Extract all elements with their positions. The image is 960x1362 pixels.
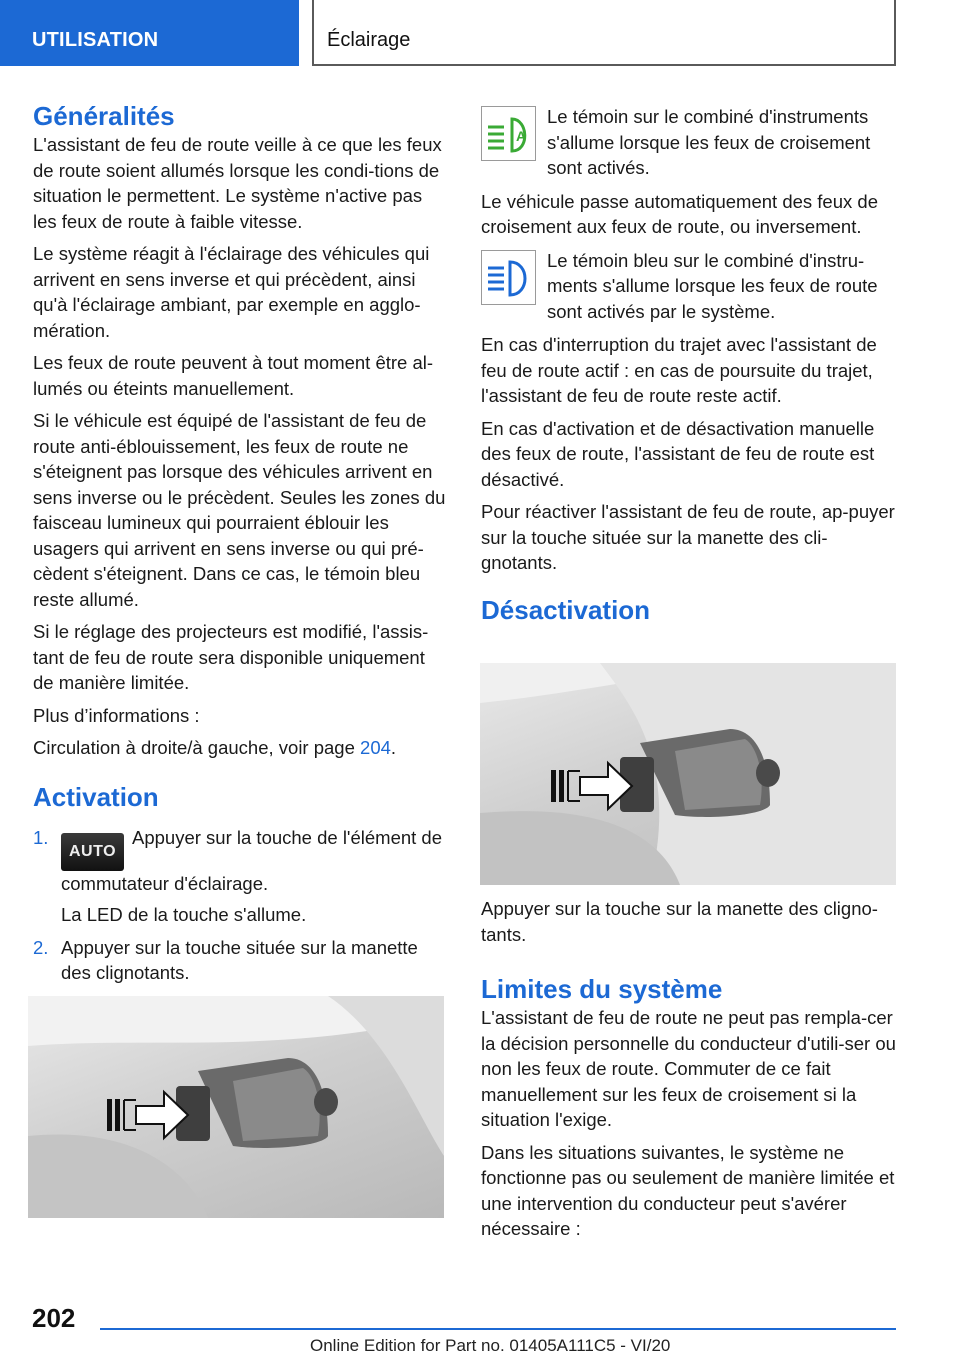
more-info-label: Plus d’informations : xyxy=(33,704,200,726)
paragraph: En cas d'interruption du trajet avec l'assistant de feu de route actif : en cas de poursuite du trajet, l'assistant de feu de route reste actif. xyxy=(481,334,877,406)
activation-heading: Activation xyxy=(33,781,159,812)
paragraph: Dans les situations suivantes, le système ne fonctionne pas ou seulement de manière limitée et une intervention du conducteur peut s'avérer nécessaire : xyxy=(481,1141,895,1239)
paragraph: Le véhicule passe automatiquement des feux de croisement aux feux de route, ou inversement. xyxy=(481,190,878,237)
cross-reference xyxy=(33,735,447,761)
stalk-illustration xyxy=(28,996,444,1218)
step-2 xyxy=(33,935,447,986)
section-tab[interactable]: UTILISATION xyxy=(0,0,299,66)
low-beam-assist-indicator-icon xyxy=(481,106,536,161)
step-number: 2. xyxy=(33,936,49,958)
paragraph: En cas d'activation et de désactivation manuelle des feux de route, l'assistant de feu de route est désactivé. xyxy=(481,417,875,490)
paragraph: Pour réactiver l'assistant de feu de route, ap‐puyer sur la touche située sur la manette des cli‐gnotants. xyxy=(481,501,895,573)
desactivation-heading: Désactivation xyxy=(481,594,651,625)
step-1 xyxy=(33,825,447,928)
stalk-illustration xyxy=(480,663,896,885)
paragraph: Si le véhicule est équipé de l'assistant de feu de route anti-éblouissement, les feux de route ne s'éteignent pas lorsque des véhicules arrivent en sens inverse ou le précèdent. Seules les zones du faisceau lumineux qui pourraient éblouir les usagers qui arrivent en sens inverse ou qui pré‐cèdent s'éteignent. Dans ce cas, le témoin bleu reste allumé. xyxy=(33,410,446,610)
generalites-heading: Généralités xyxy=(33,101,175,131)
paragraph: Le système réagit à l'éclairage des véhicules qui arrivent en sens inverse et qui précèdent, ainsi qu'à l'éclairage ambiant, par exemple en agglo‐mération. xyxy=(33,243,430,341)
chapter-title: Éclairage xyxy=(312,0,896,66)
step-text: Appuyer sur la touche située sur la manette des clignotants. xyxy=(61,936,418,983)
indicator-blue-text: Le témoin bleu sur le combiné d'instru‐ments s'allume lorsque les feux de route sont activés par le système. xyxy=(547,249,878,322)
paragraph: Si le réglage des projecteurs est modifié, l'assis‐tant de feu de route sera disponible uniquement de manière limitée. xyxy=(33,621,429,693)
page-link[interactable]: 204 xyxy=(360,737,391,758)
indicator-blue-row xyxy=(481,248,901,325)
turn-signal-stalk-image xyxy=(28,996,444,1218)
footer-divider xyxy=(100,1328,896,1330)
paragraph: Les feux de route peuvent à tout moment être al‐lumés ou éteints manuellement. xyxy=(33,352,434,399)
cross-reference-period: . xyxy=(390,737,397,758)
limites-heading: Limites du système xyxy=(481,974,723,1004)
right-column-lower xyxy=(481,896,901,1249)
indicator-green-row xyxy=(481,104,901,181)
paragraph: L'assistant de feu de route ne peut pas rempla‐cer la décision personnelle du conducteur d'utili‐ser ou non les feux de route. Commuter de ce fait manuellement sur les feux de croisement si la situation l'exige. xyxy=(481,1007,896,1130)
right-column xyxy=(481,104,901,626)
paragraph: L'assistant de feu de route veille à ce que les feux de route soient allumés lorsque les condi‐tions de situation le permettent. Le système n'active pas les feux de route à faible vitesse. xyxy=(33,134,442,232)
edition-info: Online Edition for Part no. 01405A111C5 - VI/20 xyxy=(310,1336,671,1355)
page-number: 202 xyxy=(32,1303,76,1333)
cross-reference-text: Circulation à droite/à gauche, voir page xyxy=(33,737,361,758)
high-beam-indicator-icon xyxy=(481,250,536,305)
svg-text:A: A xyxy=(516,128,527,144)
indicator-green-text: Le témoin sur le combiné d'instruments s'allume lorsque les feux de croisement sont activés. xyxy=(547,106,871,178)
left-column xyxy=(33,100,447,992)
auto-button-icon: AUTO xyxy=(61,833,124,871)
step-note: La LED de la touche s'allume. xyxy=(61,904,307,925)
step-number: 1. xyxy=(33,826,49,848)
deactivation-stalk-image xyxy=(480,663,896,885)
step-text: Appuyer sur la touche de l'élément de commutateur d'éclairage. xyxy=(61,826,443,894)
image-caption: Appuyer sur la touche sur la manette des cligno‐tants. xyxy=(481,898,878,945)
